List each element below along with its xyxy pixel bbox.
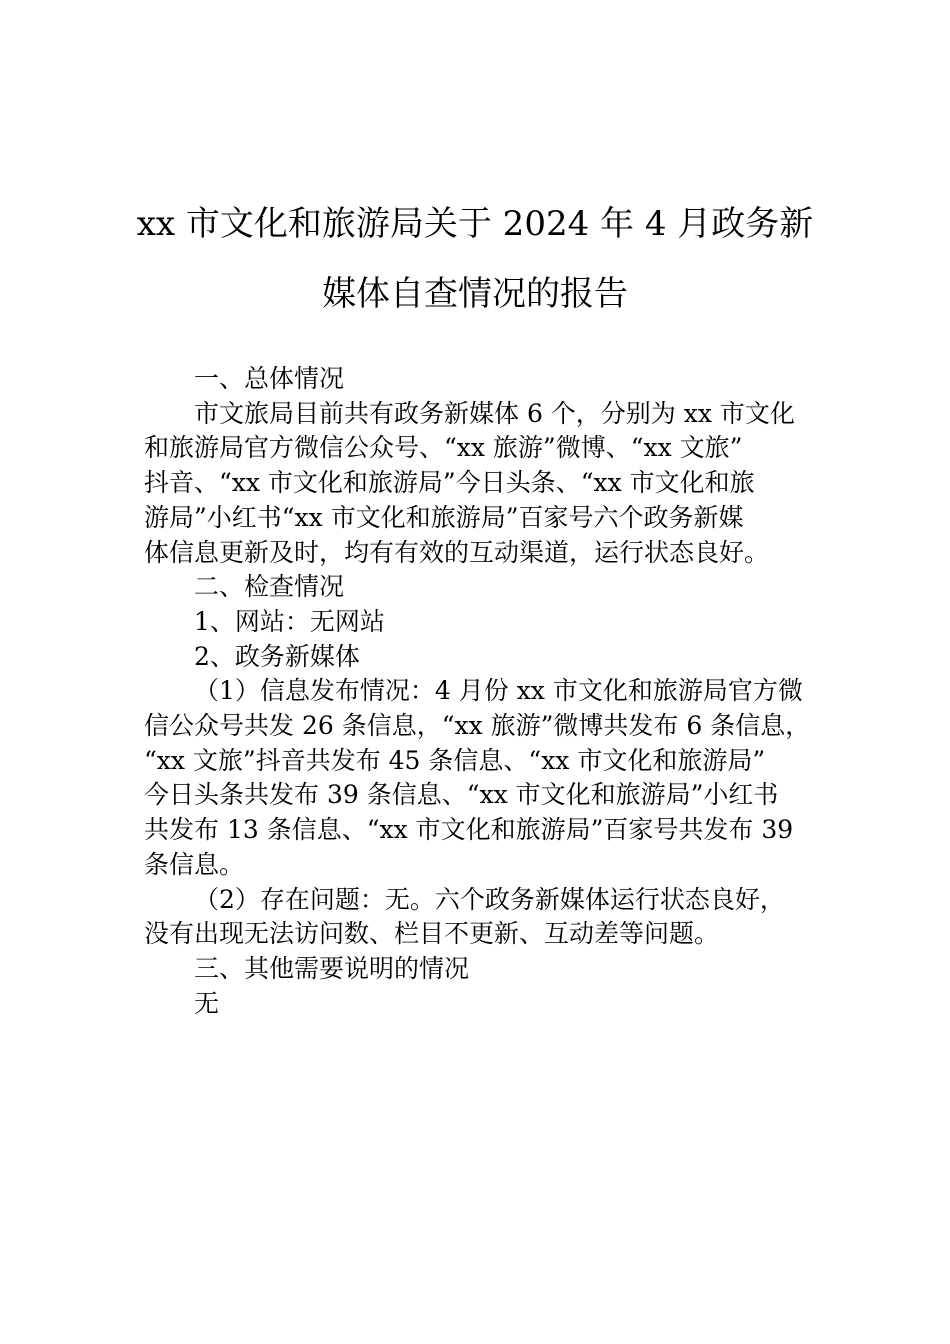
paragraph-line: 共发布 13 条信息、“xx 市文化和旅游局”百家号共发布 39: [144, 815, 794, 845]
paragraph-line: 游局”小红书“xx 市文化和旅游局”百家号六个政务新媒: [144, 502, 744, 532]
issues-paragraph: [144, 883, 824, 952]
paragraph-line: 没有出现无法访问数、栏目不更新、互动差等问题。: [144, 919, 720, 949]
item-website: 1、网站：无网站: [194, 606, 385, 636]
paragraph-line: （1）信息发布情况：4 月份 xx 市文化和旅游局官方微: [194, 676, 803, 706]
paragraph-line: 和旅游局官方微信公众号、“xx 旅游”微博、“xx 文旅”: [144, 433, 743, 463]
info-release-paragraph: [144, 674, 824, 882]
paragraph-line: （2）存在问题：无。六个政务新媒体运行状态良好，: [194, 884, 785, 914]
document-title-line-2: 媒体自查情况的报告: [322, 274, 628, 314]
paragraph-line: 市文旅局目前共有政务新媒体 6 个，分别为 xx 市文化: [194, 398, 795, 428]
paragraph-line: “xx 文旅”抖音共发布 45 条信息、“xx 市文化和旅游局”: [144, 745, 766, 775]
paragraph-line: 抖音、“xx 市文化和旅游局”今日头条、“xx 市文化和旅: [144, 468, 755, 498]
paragraph-line: 体信息更新及时，均有有效的互动渠道，运行状态良好。: [144, 537, 770, 567]
section-heading-inspection: 二、检查情况: [194, 572, 345, 602]
document-body: [144, 362, 824, 1021]
section-heading-other: 三、其他需要说明的情况: [194, 953, 470, 983]
paragraph-line: 条信息。: [144, 849, 245, 879]
overview-paragraph: [144, 397, 824, 571]
paragraph-line: 信公众号共发 26 条信息，“xx 旅游”微博共发布 6 条信息，: [144, 711, 811, 741]
paragraph-line: 今日头条共发布 39 条信息、“xx 市文化和旅游局”小红书: [144, 780, 779, 810]
other-body: 无: [194, 988, 220, 1018]
item-new-media: 2、政务新媒体: [194, 641, 360, 671]
document-title-line-1: xx 市文化和旅游局关于 2024 年 4 月政务新: [136, 204, 814, 244]
section-heading-overview: 一、总体情况: [194, 364, 345, 393]
